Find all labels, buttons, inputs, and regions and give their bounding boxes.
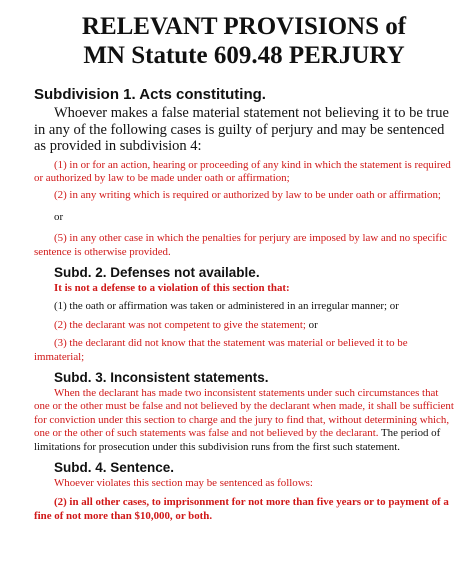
subd1-item-1: (1) in or for an action, hearing or proceeding of any kind in which the statement is required or authorized by law to be made under oath or affirmation; [34, 158, 451, 184]
subd1-intro: Whoever makes a false material statement not believing it to be true in any of the following cases is guilty of perjury and may be sentenced as provided in subdivision 4: [34, 105, 449, 154]
subd4-item-2: (2) in all other cases, to imprisonment for not more than five years or to payment of a fine of not more than $10,000, or both. [34, 496, 449, 522]
subd4-heading: Subd. 4. Sentence. [54, 460, 175, 475]
subd2-item-2 [34, 319, 454, 332]
subd2-item-2-suffix: or [305, 318, 318, 331]
subd2-item-1: (1) the oath or affirmation was taken or administered in an irregular manner; or [54, 300, 399, 313]
subd1-item-2: (2) in any writing which is required or authorized by law to be under oath or affirmation; [54, 189, 441, 202]
subd2-heading: Subd. 2. Defenses not available. [54, 264, 260, 280]
title-line-1: RELEVANT PROVISIONS of [81, 13, 407, 40]
subd1-heading: Subdivision 1. Acts constituting. [34, 86, 266, 103]
subd2-lead: It is not a defense to a violation of this section that: [54, 281, 290, 294]
title-line-2: MN Statute 609.48 PERJURY [83, 42, 405, 69]
page-title [34, 12, 454, 70]
subd3-heading: Subd. 3. Inconsistent statements. [54, 369, 269, 385]
subd3-body [34, 387, 454, 454]
statute-page [0, 12, 474, 564]
subd3-body-black: The period of limitations for prosecution under this subdivision runs from the first such statement. [34, 427, 441, 453]
subd4-lead: Whoever violates this section may be sentenced as follows: [54, 477, 313, 489]
subd1-or: or [54, 210, 64, 223]
subd3-body-red: When the declarant has made two inconsistent statements under such circumstances that one or the other must be false and not believed by the declarant when made, it shall be sufficient for conviction under this section to charge and the jury to find that, without determining which, one or the other of such statements was false and not believed by the declarant. [34, 386, 454, 440]
subd2-item-2-text: (2) the declarant was not competent to give the statement; [54, 318, 306, 331]
subd1-item-5: (5) in any other case in which the penalties for perjury are imposed by law and no specific sentence is otherwise provided. [34, 232, 447, 258]
subd2-item-3: (3) the declarant did not know that the statement was material or believed it to be immaterial; [34, 337, 408, 363]
